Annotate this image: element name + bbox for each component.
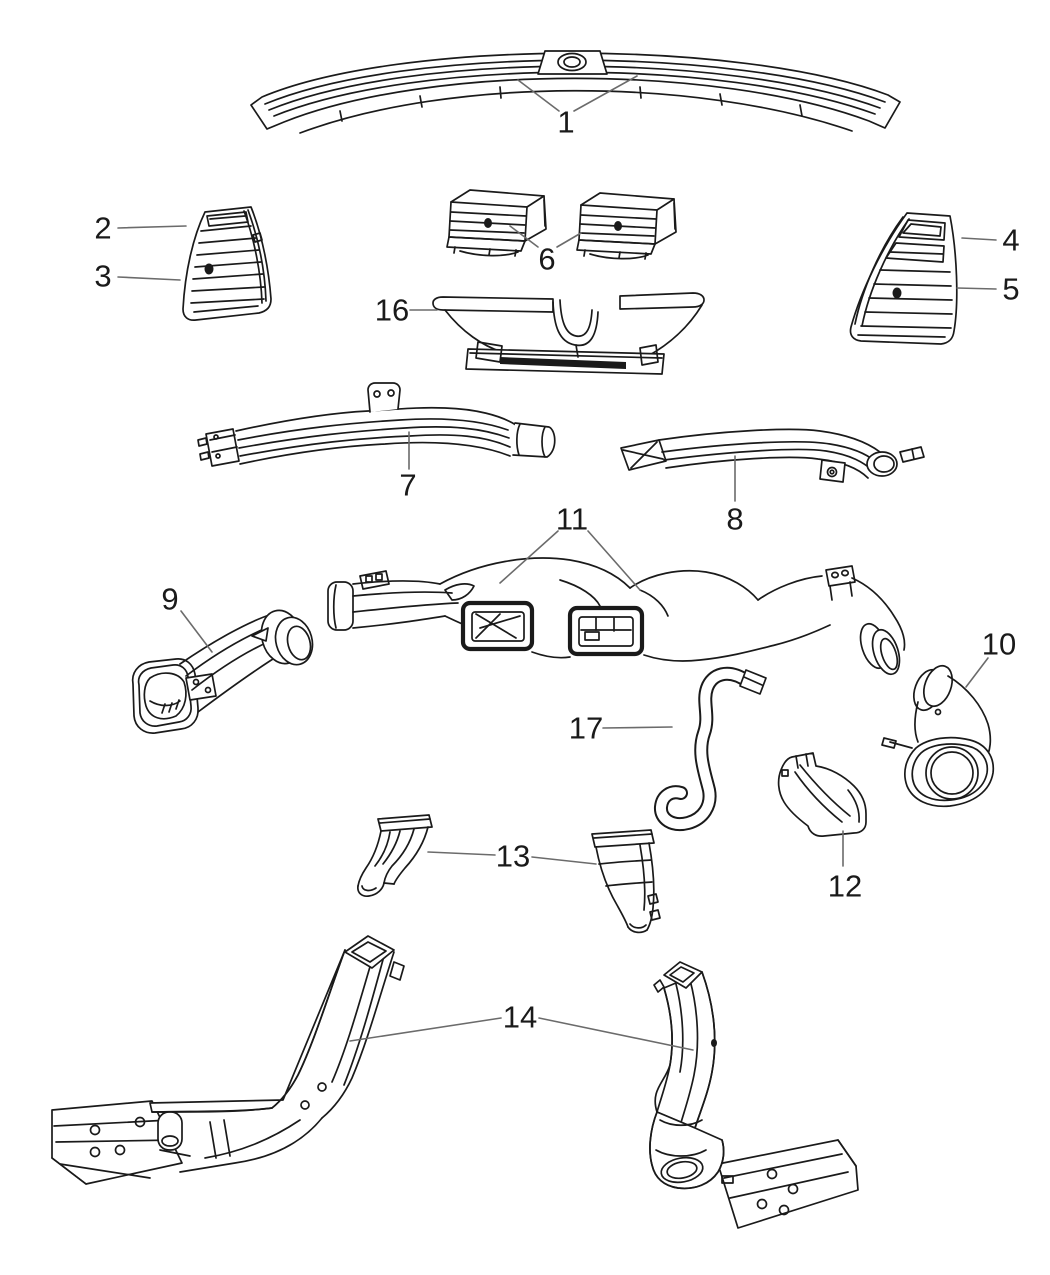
part-9-left-outer-duct: [133, 606, 318, 733]
part-16-defroster-duct: [433, 293, 704, 374]
part-12-small-outlet-duct: [779, 753, 866, 836]
part-6-center-vents: [447, 190, 676, 259]
part-1-defroster-grille: [251, 51, 900, 133]
part-2-3-left-outlet-vent: [183, 207, 271, 320]
part-13-left-duct: [358, 815, 432, 896]
callout-label-6: 6: [538, 241, 556, 277]
part-14-right-duct: [650, 962, 858, 1228]
callout-label-1: 1: [557, 104, 575, 140]
part-13-right-duct: [592, 830, 660, 932]
part-7-left-demister-duct: [198, 383, 555, 466]
part-13-floor-distribution-ducts: [358, 815, 660, 932]
part-6-right-vent: [577, 193, 676, 259]
part-8-right-demister-duct: [621, 429, 924, 482]
callout-label-8: 8: [726, 501, 744, 537]
part-4-5-right-outlet-vent: [850, 213, 956, 344]
callout-label-11: 11: [555, 501, 589, 537]
part-11-distribution-duct: [328, 558, 905, 678]
callout-label-16: 16: [374, 292, 410, 328]
callout-label-17: 17: [568, 710, 604, 746]
part-17-flex-hose: [661, 670, 766, 824]
callout-label-9: 9: [161, 581, 179, 617]
callout-label-7: 7: [399, 467, 417, 503]
callout-label-3: 3: [94, 258, 112, 294]
part-10-right-outer-duct: [882, 662, 993, 806]
part-6-left-vent: [447, 190, 546, 256]
part-14-left-duct: [52, 936, 404, 1184]
callout-label-13: 13: [495, 838, 531, 874]
callout-label-5: 5: [1002, 271, 1020, 307]
callout-label-10: 10: [981, 626, 1017, 662]
callout-label-2: 2: [94, 210, 112, 246]
callout-label-12: 12: [827, 868, 863, 904]
callout-label-4: 4: [1002, 222, 1020, 258]
part-14-rear-floor-ducts: [52, 936, 858, 1228]
callout-label-14: 14: [502, 999, 538, 1035]
